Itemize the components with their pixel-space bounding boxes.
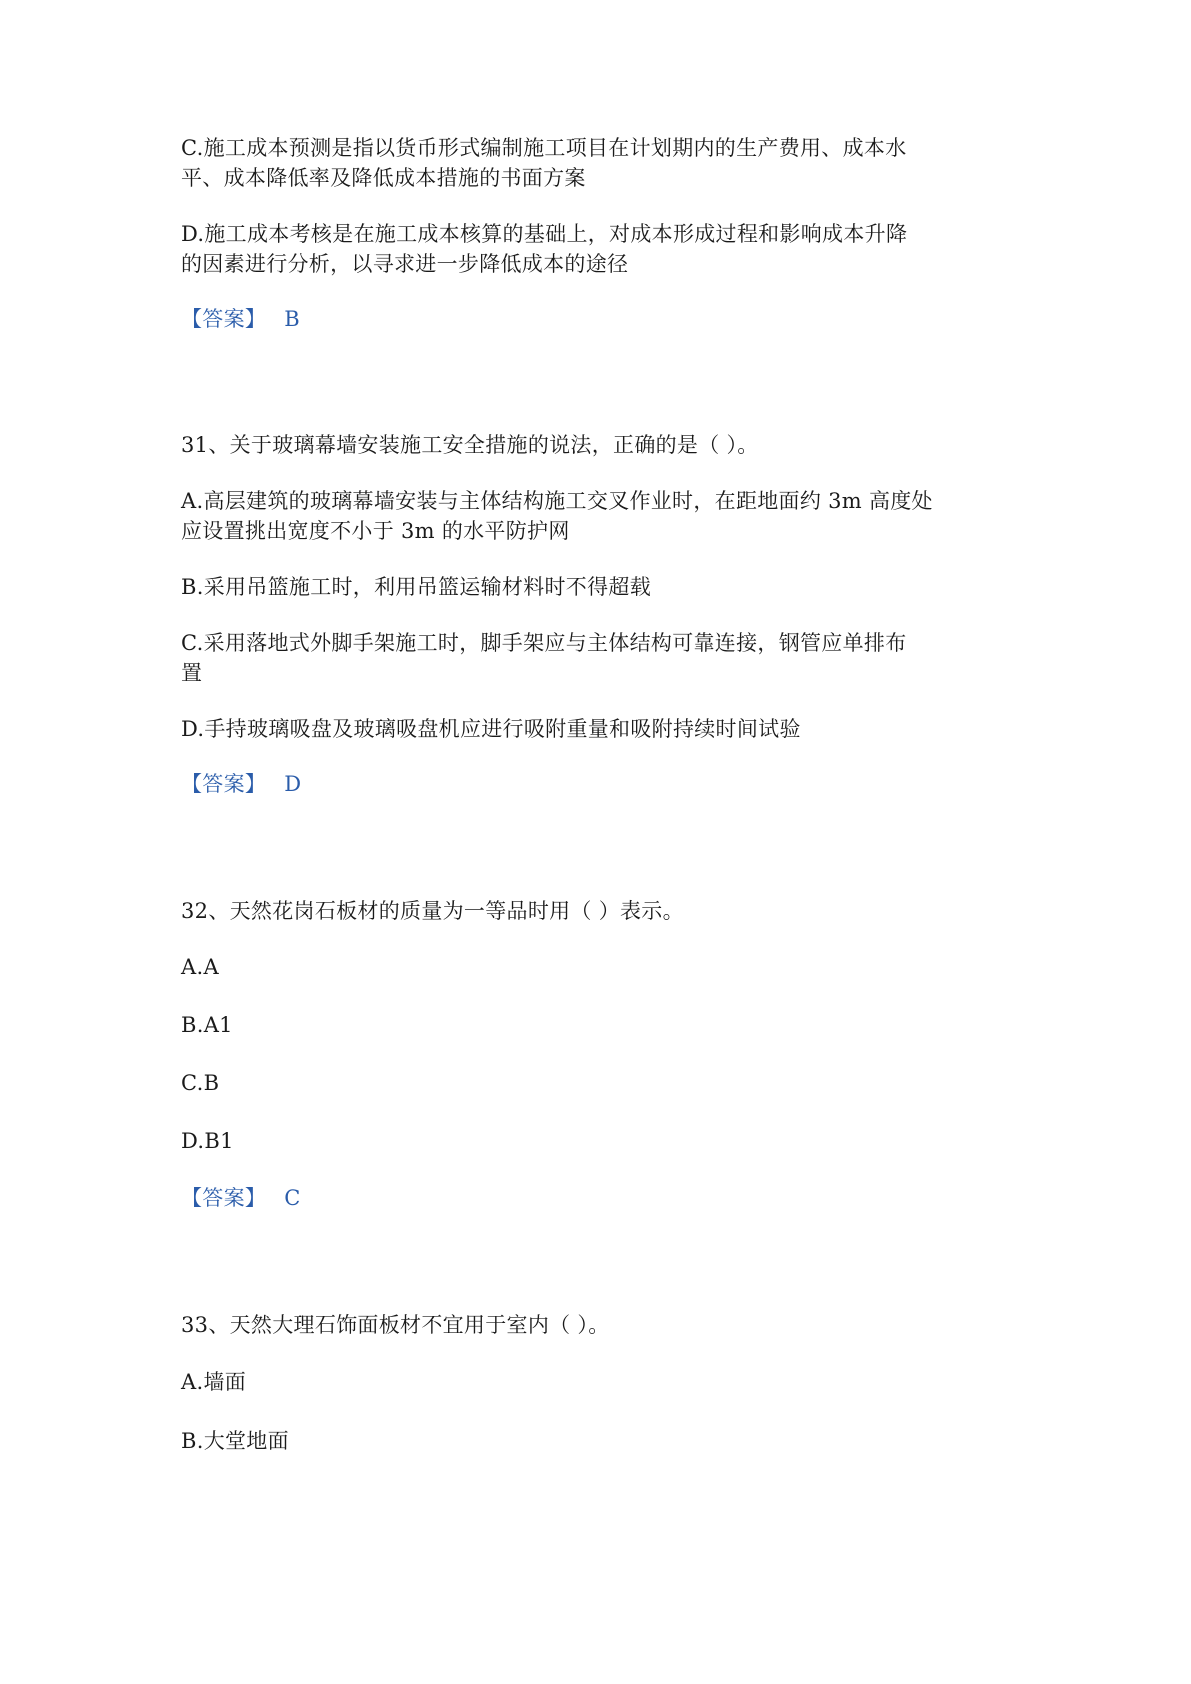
q31-option-a-line1: A.高层建筑的玻璃幕墙安装与主体结构施工交叉作业时，在距地面约 3m 高度处 (181, 489, 933, 513)
answer-value: D (284, 772, 302, 796)
q32-option-b: B.A1 (181, 1013, 233, 1037)
q31-answer (181, 769, 301, 799)
q32-option-c: C.B (181, 1071, 220, 1095)
q31-stem: 31、关于玻璃幕墙安装施工安全措施的说法，正确的是（ ）。 (181, 433, 759, 457)
q31-option-c-line1: C.采用落地式外脚手架施工时，脚手架应与主体结构可靠连接，钢管应单排布 (181, 631, 907, 655)
answer-value: C (284, 1186, 301, 1210)
q30-option-d-line1: D.施工成本考核是在施工成本核算的基础上，对成本形成过程和影响成本升降 (181, 222, 908, 246)
q33-option-b: B.大堂地面 (181, 1429, 289, 1453)
q30-option-c-line1: C.施工成本预测是指以货币形式编制施工项目在计划期内的生产费用、成本水 (181, 136, 907, 160)
q31-option-c-line2: 置 (181, 661, 203, 685)
q31-option-b: B.采用吊篮施工时，利用吊篮运输材料时不得超载 (181, 575, 652, 599)
q31-option-a-line2: 应设置挑出宽度不小于 3m 的水平防护网 (181, 519, 570, 543)
q33-option-a: A.墙面 (181, 1370, 247, 1394)
answer-label: 【答案】 (181, 307, 267, 331)
q30-option-d-line2: 的因素进行分析，以寻求进一步降低成本的途径 (181, 252, 629, 276)
q32-answer (181, 1183, 301, 1213)
q31-option-d: D.手持玻璃吸盘及玻璃吸盘机应进行吸附重量和吸附持续时间试验 (181, 717, 801, 741)
q32-stem: 32、天然花岗石板材的质量为一等品时用（ ）表示。 (181, 899, 684, 923)
q30-answer (181, 304, 300, 334)
answer-label: 【答案】 (181, 772, 267, 796)
answer-label: 【答案】 (181, 1186, 267, 1210)
q30-option-c-line2: 平、成本降低率及降低成本措施的书面方案 (181, 166, 586, 190)
q32-option-d: D.B1 (181, 1129, 234, 1153)
q32-option-a: A.A (181, 955, 219, 979)
q33-stem: 33、天然大理石饰面板材不宜用于室内（ ）。 (181, 1313, 610, 1337)
answer-value: B (284, 307, 300, 331)
